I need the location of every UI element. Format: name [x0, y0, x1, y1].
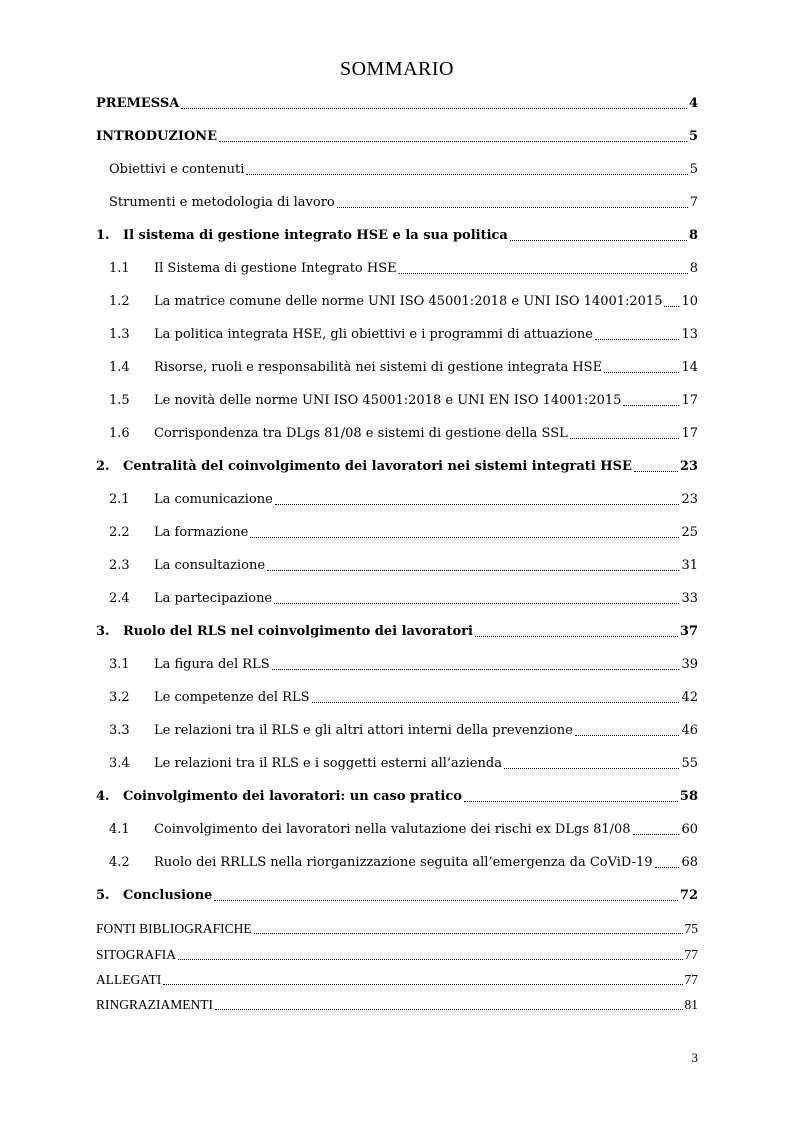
toc-entry-page: 23	[679, 459, 698, 474]
toc-entry-title: La figura del RLS	[154, 657, 270, 672]
toc-entry-title: Strumenti e metodologia di lavoro	[109, 195, 335, 210]
toc-entry[interactable]	[96, 154, 698, 178]
toc-entry-title: La formazione	[154, 525, 249, 540]
toc-entry-page: 23	[681, 492, 698, 507]
toc-entry[interactable]	[96, 964, 698, 988]
toc-entry-title: Le competenze del RLS	[154, 690, 310, 705]
toc-leader-dots	[655, 866, 680, 868]
toc-leader-dots	[570, 437, 680, 439]
toc-entry-title: La matrice comune delle norme UNI ISO 45001:2018 e UNI ISO 14001:2015	[154, 294, 663, 309]
toc-entry-number: 1.2	[109, 294, 130, 309]
toc-leader-dots	[510, 239, 687, 241]
toc-entry[interactable]	[96, 253, 698, 277]
toc-entry-number: 3.1	[109, 657, 130, 672]
toc-entry-title: Il sistema di gestione integrato HSE e la sua politica	[123, 228, 508, 243]
toc-entry-page: 72	[679, 888, 698, 903]
toc-entry[interactable]	[96, 649, 698, 673]
toc-entry-number: 1.4	[109, 360, 130, 375]
toc-entry-title: Centralità del coinvolgimento dei lavoratori nei sistemi integrati HSE	[123, 459, 632, 474]
toc-entry[interactable]	[96, 583, 698, 607]
toc-entry-page: 58	[679, 789, 698, 804]
toc-leader-dots	[178, 958, 682, 960]
toc-entry-number: 1.1	[109, 261, 130, 276]
toc-entry-page: 55	[681, 756, 698, 771]
toc-leader-dots	[246, 173, 687, 175]
toc-entry-title: La politica integrata HSE, gli obiettivi e i programmi di attuazione	[154, 327, 593, 342]
toc-leader-dots	[275, 503, 680, 505]
toc-leader-dots	[634, 470, 678, 472]
toc-entry-page: 8	[689, 261, 698, 276]
toc-leader-dots	[464, 800, 678, 802]
toc-entry-number: 4.2	[109, 855, 130, 870]
toc-entry-title: ALLEGATI	[96, 972, 162, 987]
toc-entry-page: 37	[679, 624, 698, 639]
toc-entry[interactable]	[96, 187, 698, 211]
toc-leader-dots	[575, 734, 680, 736]
toc-entry-page: 7	[689, 195, 698, 210]
toc-entry-page: 77	[684, 972, 698, 987]
toc-entry[interactable]	[96, 989, 698, 1013]
toc-leader-dots	[181, 107, 687, 109]
toc-entry-title: Le novità delle norme UNI ISO 45001:2018 e UNI EN ISO 14001:2015	[154, 393, 622, 408]
toc-entry-title: La consultazione	[154, 558, 266, 573]
toc-entry-page: 46	[681, 723, 698, 738]
toc-entry-number: 3.2	[109, 690, 130, 705]
toc-entry[interactable]	[96, 286, 698, 310]
toc-entry-page: 5	[689, 162, 698, 177]
toc-entry-page: 25	[681, 525, 698, 540]
toc-leader-dots	[219, 140, 687, 142]
toc-entry-page: 5	[688, 129, 698, 144]
toc-entry-page: 42	[681, 690, 698, 705]
toc-entry-number: 2.4	[109, 591, 130, 606]
toc-entry-title: Corrispondenza tra DLgs 81/08 e sistemi di gestione della SSL	[154, 426, 568, 441]
toc-entry[interactable]	[96, 880, 698, 904]
toc-leader-dots	[272, 668, 680, 670]
toc-entry-page: 14	[681, 360, 698, 375]
toc-leader-dots	[623, 404, 679, 406]
toc-entry-page: 17	[681, 393, 698, 408]
toc-entry-number: 4.	[96, 789, 110, 804]
toc-entry-page: 8	[688, 228, 698, 243]
toc-entry-number: 2.	[96, 459, 110, 474]
toc-entry[interactable]	[96, 517, 698, 541]
toc-entry-page: 81	[684, 997, 698, 1012]
toc-leader-dots	[604, 371, 679, 373]
toc-entry-page: 60	[681, 822, 698, 837]
toc-entry[interactable]	[96, 121, 698, 145]
toc-leader-dots	[163, 983, 682, 985]
page-title: SOMMARIO	[339, 58, 455, 80]
toc-entry-title: La partecipazione	[154, 591, 273, 606]
toc-entry-page: 4	[688, 96, 698, 111]
toc-entry-page: 68	[681, 855, 698, 870]
toc-entry-number: 1.	[96, 228, 110, 243]
toc-entry-page: 31	[681, 558, 698, 573]
toc-entry[interactable]	[96, 220, 698, 244]
toc-entry-title: Conclusione	[123, 888, 213, 903]
toc-leader-dots	[274, 602, 679, 604]
toc-entry-number: 4.1	[109, 822, 130, 837]
toc-leader-dots	[254, 932, 683, 934]
toc-entry-title: Le relazioni tra il RLS e i soggetti esterni all’azienda	[154, 756, 502, 771]
toc-entry-page: 33	[681, 591, 698, 606]
toc-leader-dots	[504, 767, 680, 769]
toc-entry-title: PREMESSA	[96, 96, 180, 111]
toc-entry-number: 1.3	[109, 327, 130, 342]
toc-leader-dots	[214, 899, 677, 901]
toc-entry-number: 1.6	[109, 426, 130, 441]
toc-entry-page: 10	[681, 294, 698, 309]
toc-entry-number: 1.5	[109, 393, 130, 408]
toc-entry-title: FONTI BIBLIOGRAFICHE	[96, 921, 252, 936]
toc-leader-dots	[250, 536, 679, 538]
toc-leader-dots	[633, 833, 680, 835]
toc-leader-dots	[267, 569, 679, 571]
toc-entry[interactable]	[96, 616, 698, 640]
toc-entry-title: Le relazioni tra il RLS e gli altri attori interni della prevenzione	[154, 723, 573, 738]
toc-entry[interactable]	[96, 715, 698, 739]
toc-entry[interactable]	[96, 484, 698, 508]
toc-entry[interactable]	[96, 352, 698, 376]
toc-entry-title: La comunicazione	[154, 492, 273, 507]
toc-entry-number: 3.4	[109, 756, 130, 771]
toc-entry-number: 2.2	[109, 525, 130, 540]
toc-entry-title: Coinvolgimento dei lavoratori: un caso pratico	[123, 789, 462, 804]
page-number: 3	[691, 1050, 698, 1065]
toc-entry[interactable]	[96, 913, 698, 937]
toc-entry-title: Il Sistema di gestione Integrato HSE	[154, 261, 397, 276]
toc-entry[interactable]	[96, 748, 698, 772]
toc-entry-title: INTRODUZIONE	[96, 129, 218, 144]
toc-entry[interactable]	[96, 781, 698, 805]
toc-entry[interactable]	[96, 814, 698, 838]
toc-leader-dots	[337, 206, 688, 208]
toc-entry-title: Risorse, ruoli e responsabilità nei sistemi di gestione integrata HSE	[154, 360, 603, 375]
toc-leader-dots	[215, 1008, 683, 1010]
toc-leader-dots	[399, 272, 688, 274]
toc-entry-page: 77	[684, 947, 698, 962]
toc-entry-title: SITOGRAFIA	[96, 947, 177, 962]
toc-entry[interactable]	[96, 682, 698, 706]
toc-entry-number: 3.	[96, 624, 110, 639]
toc-leader-dots	[664, 305, 679, 307]
toc-entry[interactable]	[96, 88, 698, 112]
toc-entry[interactable]	[96, 319, 698, 343]
toc-leader-dots	[595, 338, 680, 340]
toc-entry[interactable]	[96, 550, 698, 574]
toc-entry-title: Ruolo dei RRLLS nella riorganizzazione seguita all’emergenza da CoViD-19	[154, 855, 653, 870]
toc-entry-page: 17	[681, 426, 698, 441]
toc-entry-number: 3.3	[109, 723, 130, 738]
toc-entry-number: 5.	[96, 888, 110, 903]
toc-entry[interactable]	[96, 939, 698, 963]
toc-entry-number: 2.1	[109, 492, 130, 507]
toc-entry-title: Ruolo del RLS nel coinvolgimento dei lavoratori	[123, 624, 473, 639]
toc-leader-dots	[475, 635, 678, 637]
toc-entry[interactable]	[96, 418, 698, 442]
toc-entry-title: Coinvolgimento dei lavoratori nella valutazione dei rischi ex DLgs 81/08	[154, 822, 631, 837]
toc-entry-number: 2.3	[109, 558, 130, 573]
toc-entry-page: 13	[681, 327, 698, 342]
toc-entry[interactable]	[96, 385, 698, 409]
toc-entry-title: Obiettivi e contenuti	[109, 162, 245, 177]
toc-entry[interactable]	[96, 847, 698, 871]
toc-entry-title: RINGRAZIAMENTI	[96, 997, 213, 1012]
toc-entry-page: 75	[684, 921, 698, 936]
toc-entry[interactable]	[96, 451, 698, 475]
toc-entry-page: 39	[681, 657, 698, 672]
toc-leader-dots	[312, 701, 680, 703]
